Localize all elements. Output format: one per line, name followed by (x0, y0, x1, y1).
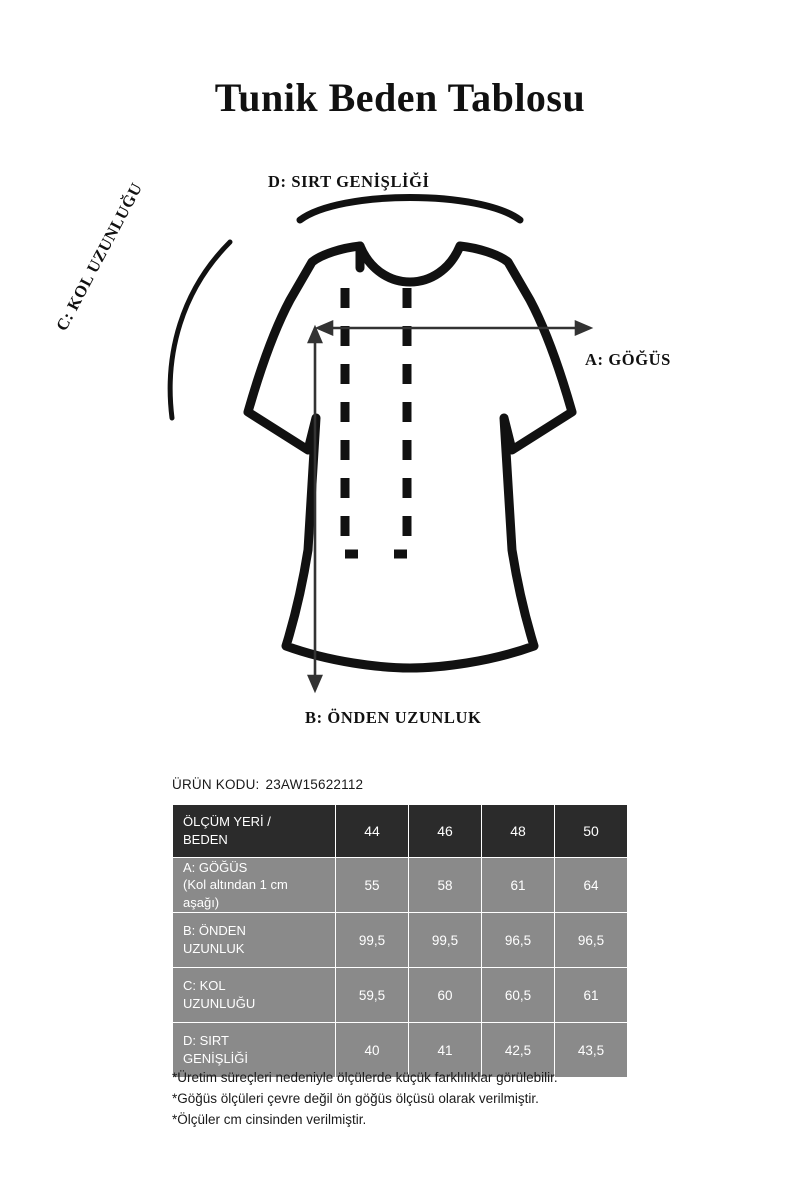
cell-front-length-50: 96,5 (555, 913, 628, 968)
product-code-value: 23AW15622112 (265, 777, 364, 792)
collar-arc (300, 198, 520, 221)
table-row (173, 913, 628, 968)
table-row (173, 858, 628, 913)
label-chest: A: GÖĞÜS (585, 350, 671, 369)
row-label-line1: C: KOL (183, 978, 226, 994)
row-label-line1: D: SIRT (183, 1033, 229, 1049)
row-label-front-length (173, 913, 336, 968)
row-label-line2: UZUNLUĞU (183, 996, 256, 1011)
row-label-sleeve-length (173, 968, 336, 1023)
row-label-line2: (Kol altından 1 cm (183, 877, 288, 893)
row-label-line2: UZUNLUK (183, 941, 245, 956)
header-label-line1: ÖLÇÜM YERİ / (183, 814, 271, 830)
row-label-line1: A: GÖĞÜS (183, 859, 248, 875)
table-row (173, 968, 628, 1023)
cell-back-width-50: 43,5 (555, 1023, 628, 1078)
cell-back-width-48: 42,5 (482, 1023, 555, 1078)
cell-front-length-46: 99,5 (409, 913, 482, 968)
header-label-line2: BEDEN (183, 832, 228, 847)
cell-sleeve-length-44: 59,5 (336, 968, 409, 1023)
row-label-line1: B: ÖNDEN (183, 923, 246, 939)
header-measurement-place (173, 805, 336, 858)
note-item: *Ölçüler cm cinsinden verilmiştir. (172, 1111, 367, 1127)
table-body (173, 858, 628, 1078)
row-label-chest (173, 858, 336, 913)
notes (172, 1068, 732, 1131)
label-sleeve-length: C: KOL UZUNLUĞU (52, 179, 147, 334)
cell-chest-50: 64 (555, 858, 628, 913)
page-title: Tunik Beden Tablosu (214, 75, 586, 120)
note-item: *Göğüs ölçüleri çevre değil ön göğüs ölçüsü olarak verilmiştir. (172, 1090, 539, 1106)
product-code-label: ÜRÜN KODU: (172, 777, 260, 792)
garment-diagram (52, 150, 740, 760)
tunic-illustration (60, 150, 740, 760)
label-back-width: D: SIRT GENİŞLİĞİ (268, 172, 430, 191)
cell-front-length-48: 96,5 (482, 913, 555, 968)
cell-front-length-44: 99,5 (336, 913, 409, 968)
cell-chest-44: 55 (336, 858, 409, 913)
row-label-line3: aşağı) (183, 894, 220, 910)
table-header-row (173, 805, 628, 858)
cell-sleeve-length-48: 60,5 (482, 968, 555, 1023)
cell-chest-48: 61 (482, 858, 555, 913)
header-size-44: 44 (336, 805, 409, 858)
row-label-line2: GENİŞLİĞİ (183, 1051, 249, 1066)
product-code (172, 777, 363, 792)
cell-sleeve-length-50: 61 (555, 968, 628, 1023)
cell-back-width-46: 41 (409, 1023, 482, 1078)
label-front-length: B: ÖNDEN UZUNLUK (305, 708, 482, 727)
cell-sleeve-length-46: 60 (409, 968, 482, 1023)
note-item: *Üretim süreçleri nedeniyle ölçülerde küçük farklılıklar görülebilir. (172, 1070, 558, 1085)
header-size-46: 46 (409, 805, 482, 858)
header-size-50: 50 (555, 805, 628, 858)
table-head (173, 805, 628, 858)
cell-chest-46: 58 (409, 858, 482, 913)
cell-back-width-44: 40 (336, 1023, 409, 1078)
size-table (172, 804, 628, 1078)
header-size-48: 48 (482, 805, 555, 858)
sleeve-arc (170, 242, 230, 418)
